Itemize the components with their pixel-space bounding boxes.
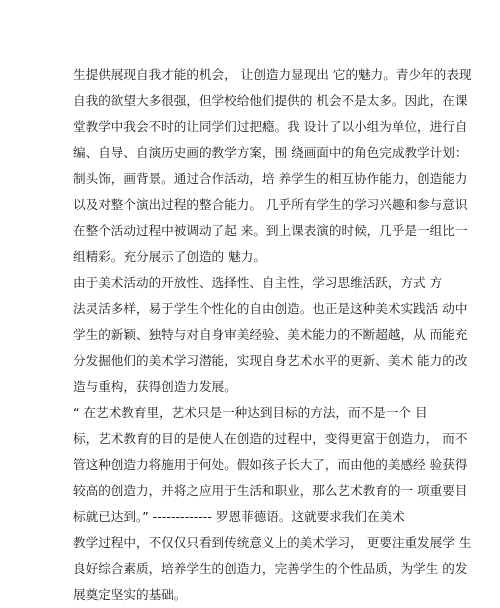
text-line: 标，艺术教育的目的是使人在创造的过程中，变得更富于创造力， 而不 xyxy=(73,431,468,446)
text-line: 自我的欲望大多很强，但学校给他们提供的 机会不是太多。因此，在课 xyxy=(73,93,468,108)
text-line: 法灵活多样，易于学生个性化的自由创造。也正是这种美术实践活 动中 xyxy=(73,301,468,316)
text-line: 管这种创造力将施用于何处。假如孩子长大了，而由他的美感经 验获得 xyxy=(73,457,468,472)
text-line: 教学过程中，不仅仅只看到传统意义上的美术学习， 更要注重发展学 生 xyxy=(73,535,472,550)
text-line: 生提供展现自我才能的机会， 让创造力显现出 它的魅力。青少年的表现 xyxy=(73,67,472,82)
text-line: 制头饰，画背景。通过合作活动，培 养学生的相互协作能力，创造能力 xyxy=(73,171,468,186)
body-text xyxy=(73,62,472,608)
text-line: 由于美术活动的开放性、选择性、自主性，学习思维活跃，方式 方 xyxy=(73,275,443,290)
text-line: 分发掘他们的美术学习潜能，实现自身艺术水平的更新、美术 能力的改 xyxy=(73,353,468,368)
text-line: 造与重构，获得创造力发展。 xyxy=(73,379,237,394)
text-line: 良好综合素质，培养学生的创造力，完善学生的个性品质，为学生 的发 xyxy=(73,561,468,576)
text-line: 以及对整个演出过程的整合能力。 几乎所有学生的学习兴趣和参与意识 xyxy=(73,197,468,212)
text-line: 组精彩。充分展示了创造的 魅力。 xyxy=(73,249,266,264)
text-line: 在整个活动过程中被调动了起 来。到上课表演的时候，几乎是一组比一 xyxy=(73,223,468,238)
text-line: 编、自导、自演历史画的教学方案，围 绕画面中的角色完成教学计划： xyxy=(73,145,468,160)
text-line: “ 在艺术教育里，艺术只是一种达到目标的方法，而不是一个 目 xyxy=(73,405,428,420)
text-line: 展奠定坚实的基础。 xyxy=(73,587,187,602)
text-line: 堂教学中我会不时的让同学们过把瘾。我 设计了以小组为单位，进行自 xyxy=(73,119,468,134)
text-line: 学生的新颖、独特与对自身审美经验、美术能力的不断超越，从 而能充 xyxy=(73,327,468,342)
text-line: 较高的创造力，并将之应用于生活和职业，那么艺术教育的一 项重要目 xyxy=(73,483,468,498)
text-line: 标就已达到。” ------------- 罗恩菲德语。这就要求我们在美术 xyxy=(73,509,405,524)
